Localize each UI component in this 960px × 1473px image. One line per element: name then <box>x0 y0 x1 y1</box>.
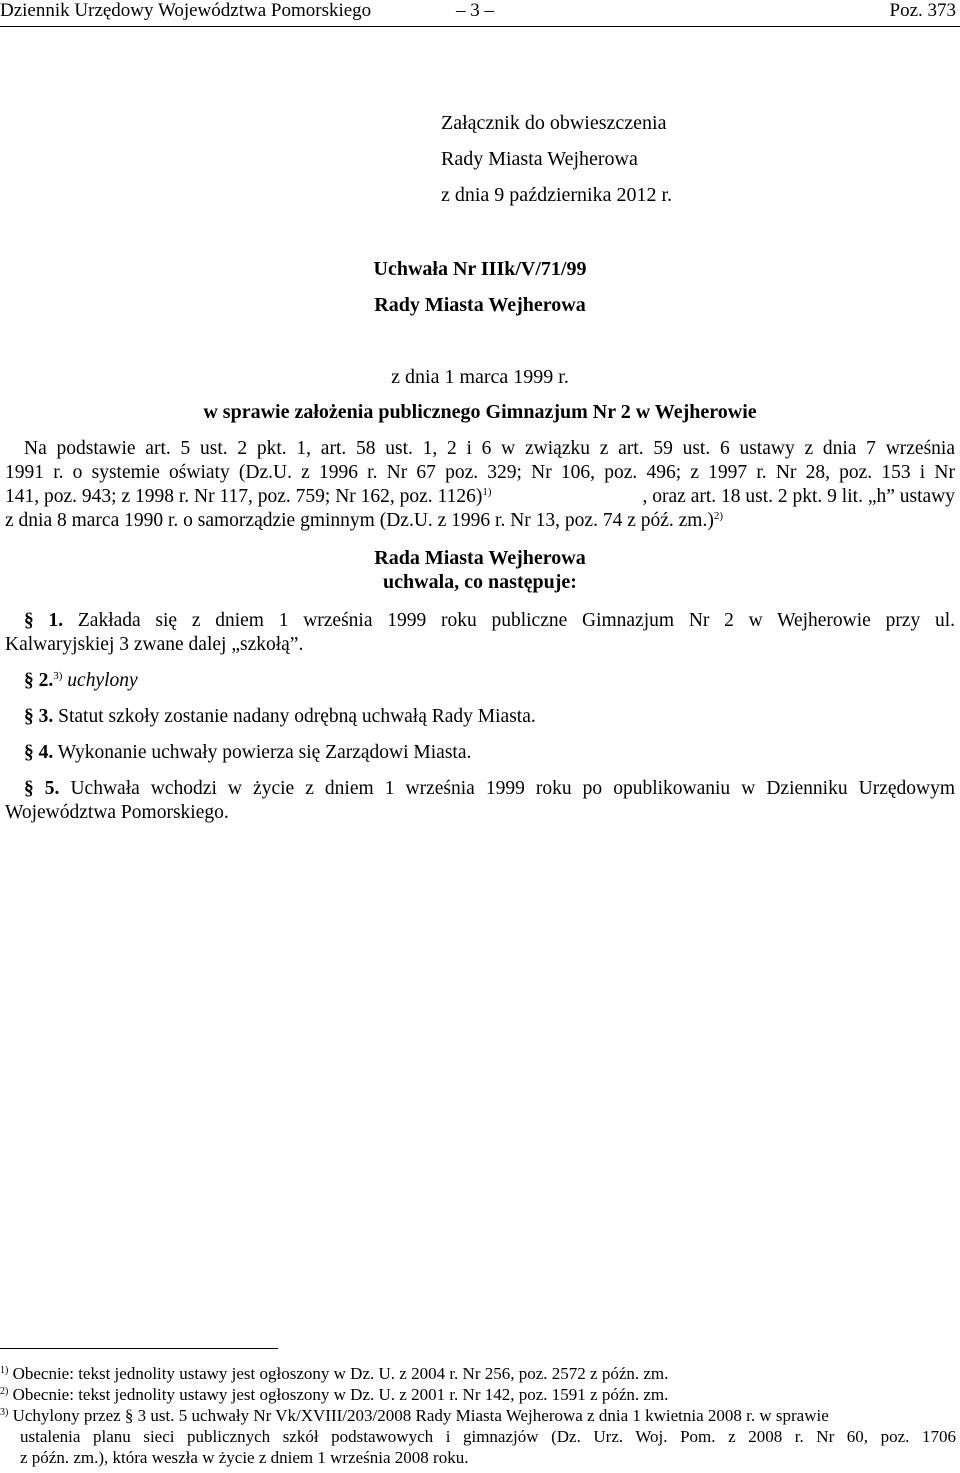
footnote-3-line-2: ustalenia planu sieci publicznych szkół podstawowych i gimnazjów (Dz. Urz. Woj. Pom. z 2008 r. Nr 60, poz. 1706 <box>20 1427 956 1446</box>
paragraph-1-text: Zakłada się z dniem 1 września 1999 roku publiczne Gimnazjum Nr 2 w Wejherowie przy ul. <box>77 610 956 631</box>
footnote-1-marker: 1) <box>0 1365 9 1376</box>
preamble-line-1: Na podstawie art. 5 ust. 2 pkt. 1, art. 58 ust. 1, 2 i 6 w związku z art. 59 ust. 6 ustawy z dnia 7 września <box>24 438 955 459</box>
paragraph-3-number: § 3. <box>24 706 54 727</box>
paragraph-4 <box>24 742 960 764</box>
resolution-subject: w sprawie założenia publicznego Gimnazjum Nr 2 w Wejherowie <box>203 401 757 423</box>
preamble-line-3-head: 141, poz. 943; z 1998 r. Nr 117, poz. 759; Nr 162, poz. 1126)$^{1)}$ <box>5 486 492 507</box>
footnote-3 <box>0 1406 960 1426</box>
footnote-3-line-3: z późn. zm.), która weszła w życie z dniem 1 września 2008 roku. <box>20 1448 469 1467</box>
journal-title: Dziennik Urzędowy Województwa Pomorskiego <box>0 0 372 21</box>
footnote-2-marker: 2) <box>0 1386 9 1397</box>
footnote-1 <box>0 1364 960 1384</box>
footnote-2 <box>0 1385 960 1405</box>
attachment-line-1: Załącznik do obwieszczenia <box>441 112 667 134</box>
resolution-title: Uchwała Nr IIIk/V/71/99 <box>373 258 587 280</box>
position-number: Poz. 373 <box>889 0 956 21</box>
preamble-line-3 <box>5 486 955 508</box>
paragraph-4-number: § 4. <box>24 742 54 763</box>
footnote-divider <box>0 1348 278 1349</box>
footnote-3-marker: 3) <box>0 1407 9 1418</box>
header-divider <box>0 26 960 27</box>
paragraph-1 <box>24 610 955 632</box>
preamble-line-4: z dnia 8 marca 1990 r. o samorządzie gminnym (Dz.U. z 1996 r. Nr 13, poz. 74 z póź. zm.)$^{2)}$ <box>5 510 724 531</box>
paragraph-2-text: uchylony <box>67 670 138 691</box>
decision-line-1: Rada Miasta Wejherowa <box>374 547 586 569</box>
preamble-line-3-tail: , oraz art. 18 ust. 2 pkt. 9 lit. „h” ustawy <box>642 486 955 507</box>
resolution-date: z dnia 1 marca 1999 r. <box>391 366 569 388</box>
footnote-ref-2[interactable]: 2) <box>713 510 724 522</box>
paragraph-5-continuation: Województwa Pomorskiego. <box>5 802 229 823</box>
footnote-3-text: Uchylony przez § 3 ust. 5 uchwały Nr Vk/XVIII/203/2008 Rady Miasta Wejherowa z dnia 1 kwietnia 2008 r. w sprawie <box>12 1406 829 1425</box>
paragraph-1-continuation: Kalwaryjskiej 3 zwane dalej „szkołą”. <box>5 634 304 655</box>
paragraph-5-text: Uchwała wchodzi w życie z dniem 1 września 1999 roku po opublikowaniu w Dzienniku Urzędowym <box>70 778 956 799</box>
page-number: – 3 – <box>456 0 494 21</box>
attachment-line-2: Rady Miasta Wejherowa <box>441 148 638 170</box>
attachment-line-3: z dnia 9 października 2012 r. <box>441 184 673 206</box>
paragraph-5-number: § 5. <box>24 778 60 799</box>
resolution-issuer: Rady Miasta Wejherowa <box>374 294 586 316</box>
decision-line-2: uchwala, co następuje: <box>383 571 577 593</box>
footnote-2-text: Obecnie: tekst jednolity ustawy jest ogłoszony w Dz. U. z 2001 r. Nr 142, poz. 1591 z późn. zm. <box>12 1385 669 1404</box>
paragraph-3 <box>24 706 960 728</box>
preamble-line-2: 1991 r. o systemie oświaty (Dz.U. z 1996 r. Nr 67 poz. 329; Nr 106, poz. 496; z 1997 r. Nr 28, poz. 153 i Nr <box>5 462 955 483</box>
footnote-1-text: Obecnie: tekst jednolity ustawy jest ogłoszony w Dz. U. z 2004 r. Nr 256, poz. 2572 z późn. zm. <box>12 1364 669 1383</box>
paragraph-1-number: § 1. <box>24 610 64 631</box>
footnote-ref-1[interactable]: 1) <box>482 486 492 498</box>
paragraph-4-text: Wykonanie uchwały powierza się Zarządowi Miasta. <box>57 742 472 763</box>
paragraph-2 <box>24 670 960 692</box>
paragraph-2-number: § 2. <box>24 670 54 691</box>
paragraph-5 <box>24 778 955 800</box>
paragraph-3-text: Statut szkoły zostanie nadany odrębną uchwałą Rady Miasta. <box>58 706 536 727</box>
footnote-ref-3[interactable]: 3) <box>53 670 63 682</box>
